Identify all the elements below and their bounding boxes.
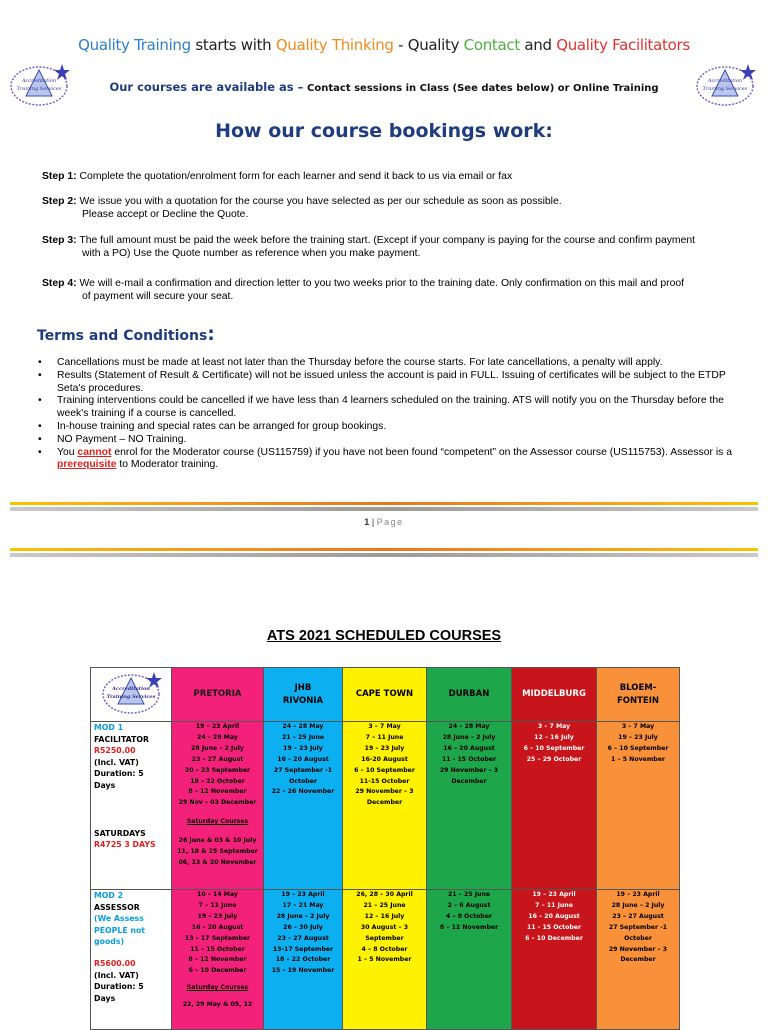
step-label: Step 4: [42, 278, 77, 289]
module-days: Days [94, 780, 116, 790]
module-note: (We Assess PEOPLE not goods) [94, 914, 146, 947]
dates-list: 10 – 14 May 7 – 11 June 19 – 23 July 16 – 20 August 13 – 17 September 11 – 15 October 8 – 12 November 6 – 10 December [184, 891, 251, 975]
tagline-part: Contact [463, 36, 520, 54]
dates-cell: 3 – 7 May 12 – 16 July 6 – 10 September 25 – 29 October [512, 722, 597, 890]
saturday-dates: 22, 29 May & 05, 12 [182, 1001, 253, 1009]
tagline-part: Quality Training [78, 36, 191, 54]
module-price: R5600.00 [94, 958, 136, 968]
module-duration: Duration: 5 [94, 769, 144, 779]
terms-list [38, 357, 753, 472]
dates-cell [172, 722, 264, 890]
svg-text:Training Services: Training Services [16, 86, 62, 92]
svg-text:Accreditation: Accreditation [21, 78, 57, 84]
availability-rest: Contact sessions in Class (See dates below) or Online Training [307, 83, 659, 94]
module-duration: Duration: 5 [94, 982, 144, 992]
step-label: Step 3: [42, 235, 77, 246]
page-number-value: 1 [364, 517, 370, 527]
header-divider [10, 548, 758, 558]
module-name: ASSESSOR [94, 902, 140, 912]
step-4 [42, 277, 742, 303]
terms-text: to Moderator training. [116, 459, 219, 471]
tagline-part: - Quality [393, 36, 464, 54]
dates-cell: 19 – 23 April 28 June – 2 July 23 – 27 August 27 September -1 October 29 November – 3 December [597, 890, 680, 1030]
module-name: FACILITATOR [94, 734, 150, 744]
terms-title [37, 323, 215, 345]
tagline-part: Quality Facilitators [556, 36, 690, 54]
svg-text:Training Services: Training Services [106, 694, 156, 700]
module-vat: (Incl. VAT) [94, 757, 139, 767]
col-header-cape-town: CAPE TOWN [343, 668, 427, 722]
prerequisite-emphasis: prerequisite [57, 459, 117, 471]
module-price: R5250.00 [94, 746, 136, 756]
terms-item: • Training interventions could be cancelled if we have less than 4 learners scheduled on the training. ATS will notify you on the Thursday before the week's training if a course is cancelled. [38, 395, 753, 421]
step-text: of payment will secure your seat. [82, 291, 234, 302]
terms-item-prerequisite [38, 447, 753, 473]
terms-text: enrol for the Moderator course (US115759) if you have not been found “competent” on the Assessor course (US115753). Assessor is a [111, 446, 732, 458]
module-cell [91, 890, 172, 1030]
schedule-title: ATS 2021 SCHEDULED COURSES [266, 628, 502, 644]
step-label: Step 2: [42, 196, 77, 207]
tagline [0, 36, 768, 54]
dates-cell: 3 – 7 May 19 – 23 July 6 – 10 September 1 – 5 November [597, 722, 680, 890]
terms-item: • Results (Statement of Result & Certificate) will not be issued unless the account is paid in FULL. Issuing of certificates will be subject to the ETDP Seta's procedures. [38, 370, 753, 396]
svg-text:Training Services: Training Services [702, 86, 748, 92]
cannot-emphasis: cannot [77, 446, 112, 458]
module-days: Days [94, 993, 116, 1003]
ats-logo-table [100, 668, 162, 716]
table-logo-cell [91, 668, 172, 722]
dates-cell: 3 – 7 May 7 – 11 June 19 – 23 July 16-20 August 6 – 10 September 11-15 October 29 November – 3 December [343, 722, 427, 890]
module-vat: (Incl. VAT) [94, 970, 139, 980]
module-tag: MOD 1 [94, 723, 123, 732]
svg-text:Accreditation: Accreditation [707, 78, 743, 84]
schedule-header-row [91, 668, 680, 722]
terms-item: • In-house training and special rates can be arranged for group bookings. [38, 421, 753, 434]
step-text: Please accept or Decline the Quote. [82, 209, 249, 220]
step-text: We will e-mail a confirmation and direction letter to you two weeks prior to the training date. Only confirmation on this mail and proof [79, 278, 685, 289]
module-saturdays: SATURDAYS [94, 828, 146, 838]
col-header-bloemfontein: BLOEM- FONTEIN [597, 668, 680, 722]
col-header-pretoria: PRETORIA [172, 668, 264, 722]
page-sep: | [369, 517, 377, 527]
dates-cell: 19 – 23 April 17 – 21 May 28 June – 2 July 26 – 30 July 23 – 27 August 13-17 September 18 – 22 October 15 – 19 November [264, 890, 343, 1030]
terms-text: You [57, 446, 78, 458]
step-2 [42, 195, 742, 221]
schedule-row-facilitator [91, 722, 680, 890]
step-3 [42, 234, 742, 260]
saturday-heading: Saturday Courses [186, 984, 249, 992]
terms-item: • Cancellations must be made at least not later than the Thursday before the course starts. For late cancellations, a penalty will apply. [38, 357, 753, 370]
page-word: Page [376, 517, 404, 527]
terms-colon: : [207, 323, 215, 345]
dates-cell [172, 890, 264, 1030]
step-text: Complete the quotation/enrolment form for each learner and send it back to us via email or fax [79, 171, 513, 182]
dates-cell: 24 – 28 May 21 – 25 June 19 – 23 July 16 – 20 August 27 September -1 October 22 – 26 November [264, 722, 343, 890]
module-cell [91, 722, 172, 890]
saturday-dates: 26 June & 03 & 10 July 11, 18 & 25 September 06, 13 & 20 November [177, 837, 258, 866]
tagline-part: starts with [190, 36, 276, 54]
dates-cell: 24 – 28 May 28 June – 2 July 16 – 20 August 11 - 15 October 29 November – 3 December [427, 722, 512, 890]
tagline-part: Quality Thinking [275, 36, 394, 54]
footer-divider [10, 502, 758, 512]
availability-line [0, 80, 768, 94]
step-text: with a PO) Use the Quote number as reference when you make payment. [82, 248, 421, 259]
dates-cell: 21 – 25 June 2 – 6 August 4 – 8 October 8 – 12 November [427, 890, 512, 1030]
module-tag: MOD 2 [94, 891, 123, 900]
dates-list: 19 – 23 April 24 – 28 May 28 June – 2 July 23 – 27 August 20 – 23 September 18 – 22 October 8 – 12 November 29 Nov – 03 December [178, 723, 257, 807]
bookings-title: How our course bookings work: [215, 120, 553, 142]
saturday-heading: Saturday Courses [186, 818, 249, 826]
schedule-table [90, 667, 680, 1030]
step-text: The full amount must be paid the week before the training start. (Except if your company is paying for the course and confirm payment [79, 235, 696, 246]
col-header-durban: DURBAN [427, 668, 512, 722]
terms-title-text: Terms and Conditions [37, 328, 208, 344]
schedule-row-assessor [91, 890, 680, 1030]
terms-item: • NO Payment – NO Training. [38, 434, 753, 447]
availability-lead: Our courses are available as – [109, 80, 304, 94]
step-label: Step 1: [42, 171, 77, 182]
col-header-jhb-rivonia: JHB RIVONIA [264, 668, 343, 722]
step-1 [42, 170, 742, 183]
dates-cell: 26, 28 – 30 April 21 – 25 June 12 – 16 July 30 August – 3 September 4 – 8 October 1 – 5 November [343, 890, 427, 1030]
svg-text:Accreditation: Accreditation [112, 686, 150, 692]
page-number [0, 517, 768, 527]
step-text: We issue you with a quotation for the course you have selected as per our schedule as soon as possible. [79, 196, 562, 207]
dates-cell: 19 – 23 April 7 – 11 June 16 – 20 August 11 - 15 October 6 – 10 December [512, 890, 597, 1030]
tagline-part: and [519, 36, 557, 54]
col-header-middelburg: MIDDELBURG [512, 668, 597, 722]
module-sat-price: R4725 3 DAYS [94, 840, 156, 850]
